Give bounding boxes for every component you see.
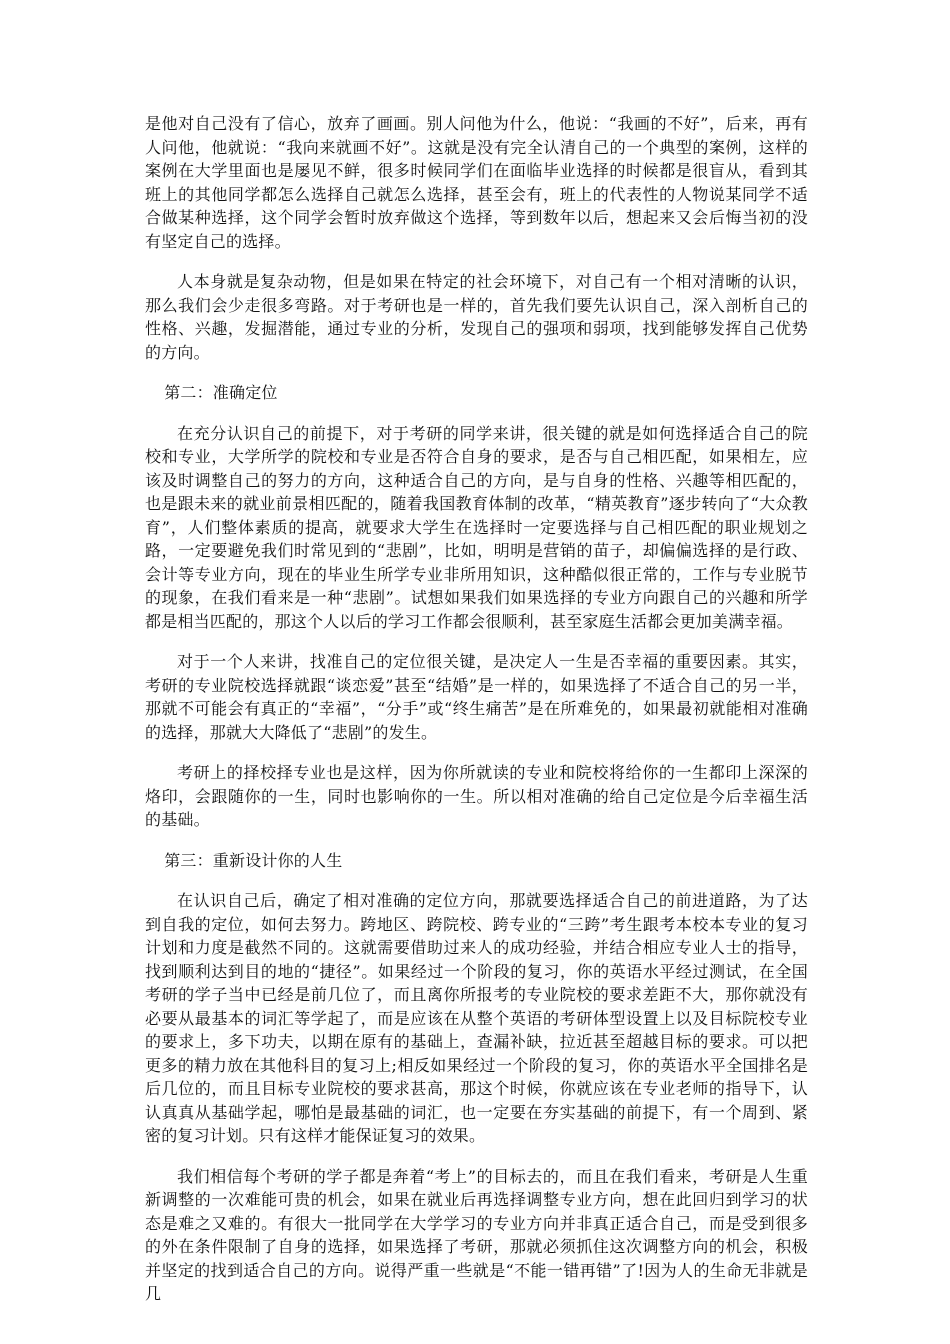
paragraph-school-imprint: 考研上的择校择专业也是这样，因为你所就读的专业和院校将给你的一生都印上深深的烙印，会跟随你的一生，同时也影响你的一生。所以相对准确的给自己定位是今后幸福生活的基础。 [145,763,808,829]
section-heading-positioning: 第二：准确定位 [164,383,278,402]
paragraph-second-chance: 我们相信每个考研的学子都是奔着“考上”的目标去的，而且在我们看来，考研是人生重新调整的一次难能可贵的机会，如果在就业后再选择调整专业方向，想在此回归到学习的状态是难之又难的。有很大一批同学在大学学习的专业方向并非真正适合自己，而是受到很多的外在条件限制了自身的选择，如果选择了考研，那就必须抓住这次调整方向的机会，积极并坚定的找到适合自己的方向。说得严重一些就是“不能一错再错”了!因为人的生命无非就是几 [145,1166,808,1303]
paragraph-review-plan: 在认识自己后，确定了相对准确的定位方向，那就要选择适合自己的前进道路，为了达到自我的定位，如何去努力。跨地区、跨院校、跨专业的“三跨”考生跟考本校本专业的复习计划和力度是截然不同的。这就需要借助过来人的成功经验，并结合相应专业人士的指导，找到顺利达到目的地的“捷径”。如果经过一个阶段的复习，你的英语水平经过测试，在全国考研的学子当中已经是前几位了，而且离你所报考的专业院校的要求差距不大，那你就没有必要从最基本的词汇等学起了，而是应该在从整个英语的考研体型设置上以及目标院校专业的要求上，多下功夫，以期在原有的基础上，查漏补缺，拉近甚至超越目标的要求。可以把更多的精力放在其他科目的复习上;相反如果经过一个阶段的复习，你的英语水平全国排名是后几位的，而且目标专业院校的要求甚高，那这个时候，你就应该在专业老师的指导下，认认真真从基础学起，哪怕是最基础的词汇，也一定要在夯实基础的前提下，有一个周到、紧密的复习计划。只有这样才能保证复习的效果。 [145,891,808,1145]
section-heading-redesign-life: 第三：重新设计你的人生 [164,850,343,870]
paragraph-find-position: 对于一个人来讲，找准自己的定位很关键，是决定人一生是否幸福的重要因素。其实，考研的专业院校选择就跟“谈恋爱”甚至“结婚”是一样的，如果选择了不适合自己的另一半，那就不可能会有真正的“幸福”，“分手”或“终生痛苦”是在所难免的，如果最初就能相对准确的选择，那就大大降低了“悲剧”的发生。 [145,652,808,742]
paragraph-story-conclusion: 是他对自己没有了信心，放弃了画画。别人问他为什么，他说：“我画的不好”，后来，再有人问他，他就说：“我向来就画不好”。这就是没有完全认清自己的一个典型的案例，这样的案例在大学里面也是屡见不鲜，很多时候同学们在面临毕业选择的时候都是很盲从，看到其班上的其他同学都怎么选择自己就怎么选择，甚至会有，班上的代表性的人物说某同学不适合做某种选择，这个同学会暂时放弃做这个选择，等到数年以后，想起来又会后悔当初的没有坚定自己的选择。 [145,114,808,251]
paragraph-self-knowledge: 人本身就是复杂动物，但是如果在特定的社会环境下，对自己有一个相对清晰的认识，那么我们会少走很多弯路。对于考研也是一样的，首先我们要先认识自己，深入剖析自己的性格、兴趣，发掘潜能，通过专业的分析，发现自己的强项和弱项，找到能够发挥自己优势的方向。 [145,272,808,362]
paragraph-choose-school-major: 在充分认识自己的前提下，对于考研的同学来讲，很关键的就是如何选择适合自己的院校和专业，大学所学的院校和专业是否符合自身的要求，是否与自己相匹配，如果相左，应该及时调整自己的努力的方向，这种适合自己的方向，是与自身的性格、兴趣等相匹配的，也是跟未来的就业前景相匹配的，随着我国教育体制的改革，“精英教育”逐步转向了“大众教育”，人们整体素质的提高，就要求大学生在选择时一定要选择与自己相匹配的职业规划之路，一定要避免我们时常见到的“悲剧”，比如，明明是营销的苗子，却偏偏选择的是行政、会计等专业方向，现在的毕业生所学专业非所用知识，这种酷似很正常的，工作与专业脱节的现象，在我们看来是一种“悲剧”。试想如果我们如果选择的专业方向跟自己的兴趣和所学都是相当匹配的，那这个人以后的学习工作都会很顺利，甚至家庭生活都会更加美满幸福。 [145,423,808,631]
document-body [145,112,808,1323]
